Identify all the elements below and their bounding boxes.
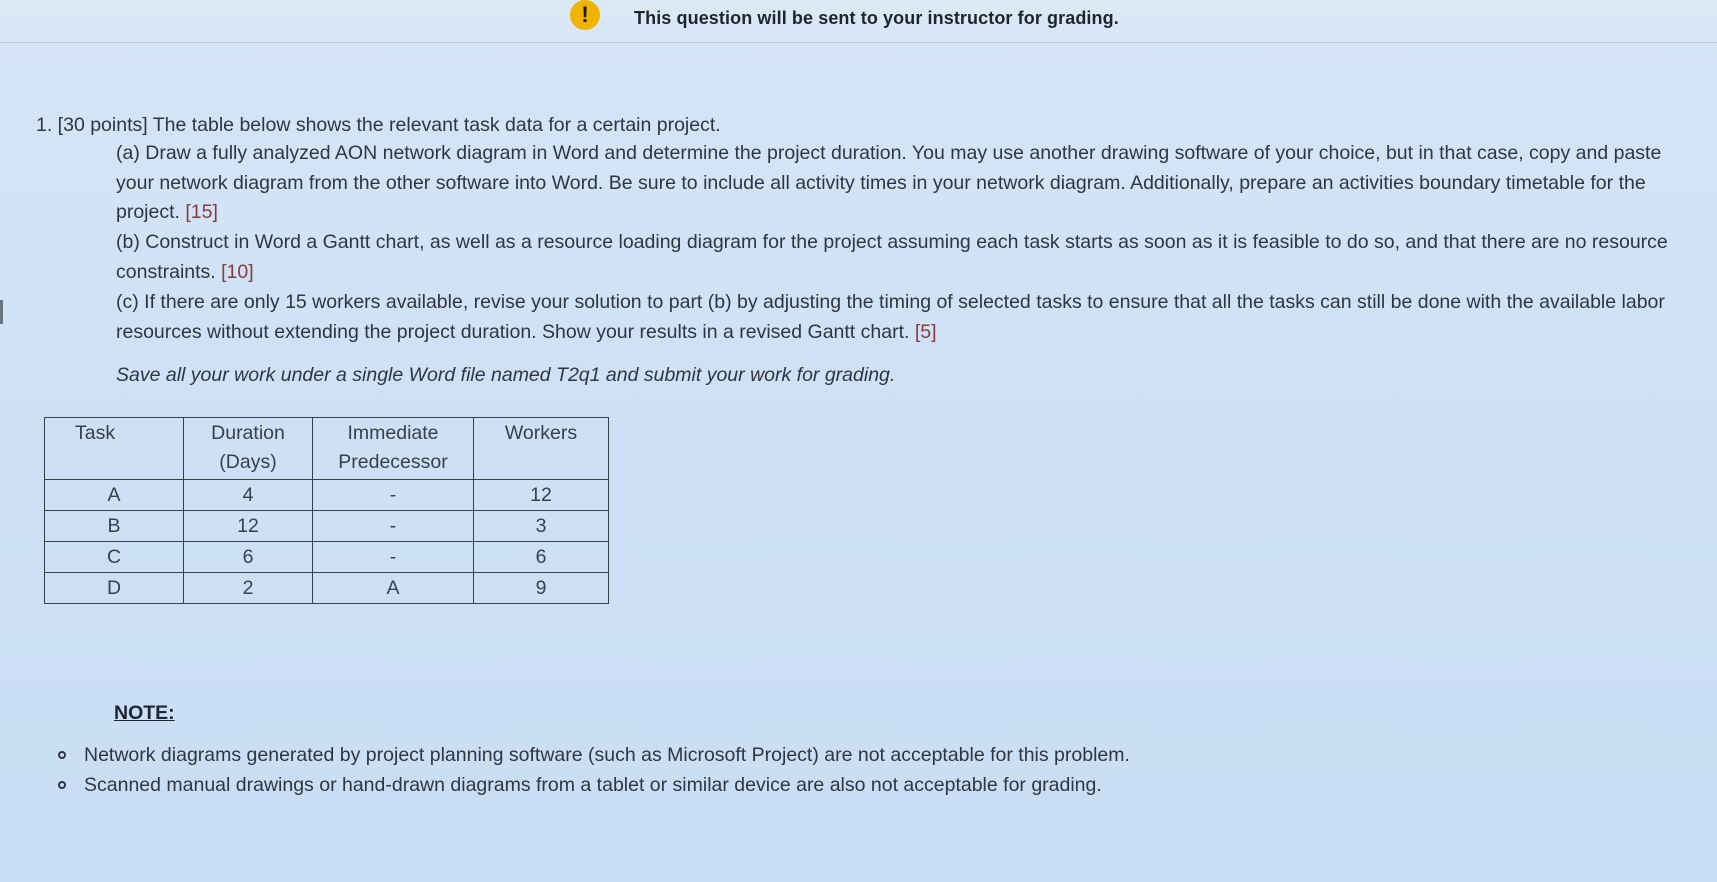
cell-workers: 12 [474,480,609,511]
table-header-row [45,418,609,480]
cell-task: C [45,542,184,573]
cell-predecessor: - [313,511,474,542]
list-item [58,770,1130,800]
table-row [45,573,609,604]
part-c [116,288,1676,347]
list-item [58,740,1130,770]
cell-workers: 6 [474,542,609,573]
part-c-points: [5] [914,320,937,343]
cell-task: D [45,573,184,604]
circle-bullet-icon [58,781,66,789]
save-instruction: Save all your work under a single Word file named T2q1 and submit your work for grading. [116,364,896,386]
cell-predecessor: A [313,573,474,604]
question-title: 1. [30 points] The table below shows the relevant task data for a certain project. [36,114,721,136]
note-label: NOTE: [114,702,175,724]
cell-task: B [45,511,184,542]
table-row [45,511,609,542]
note-item-text: Network diagrams generated by project planning software (such as Microsoft Project) are not acceptable for this problem. [84,744,1130,766]
exclamation-icon: ! [570,0,600,30]
part-a [116,139,1676,228]
part-b [116,228,1676,287]
cell-duration: 4 [184,480,313,511]
cell-workers: 3 [474,511,609,542]
note-item-text: Scanned manual drawings or hand-drawn diagrams from a tablet or similar device are also not acceptable for grading. [84,774,1102,796]
part-a-points: [15] [185,201,218,223]
part-b-points: [10] [221,260,254,283]
banner-message: This question will be sent to your instructor for grading. [634,8,1119,28]
header-duration [184,418,313,480]
header-predecessor [313,418,474,480]
part-a-text: (a) Draw a fully analyzed AON network diagram in Word and determine the project duration. You may use another drawing software of your choice, but in that case, copy and paste your network diagram from the other software into Word. Be sure to include all activity times in your network diagram. Additionally, prepare an activities boundary timetable for the project. [116,142,1662,223]
cell-task: A [45,480,184,511]
note-list [58,740,1130,800]
part-c-text: (c) If there are only 15 workers available, revise your solution to part (b) by adjusting the timing of selected tasks to ensure that all the tasks can still be done with the available labor resources without extending the project duration. Show your results in a revised Gantt chart. [116,291,1665,343]
cell-predecessor: - [313,480,474,511]
table-row [45,542,609,573]
cell-duration: 6 [184,542,313,573]
header-duration-line1: Duration [211,422,285,444]
header-workers: Workers [474,418,609,480]
header-predecessor-line2: Predecessor [338,451,448,473]
task-data-table [44,417,609,604]
part-b-text: (b) Construct in Word a Gantt chart, as well as a resource loading diagram for the project assuming each task starts as soon as it is feasible to do so, and that there are no resource constraints. [116,231,1668,283]
cell-duration: 12 [184,511,313,542]
table-row [45,480,609,511]
header-duration-line2: (Days) [219,451,277,473]
cell-workers: 9 [474,573,609,604]
header-task: Task [45,418,184,480]
cell-duration: 2 [184,573,313,604]
header-predecessor-line1: Immediate [347,422,439,444]
cell-predecessor: - [313,542,474,573]
circle-bullet-icon [58,751,66,759]
